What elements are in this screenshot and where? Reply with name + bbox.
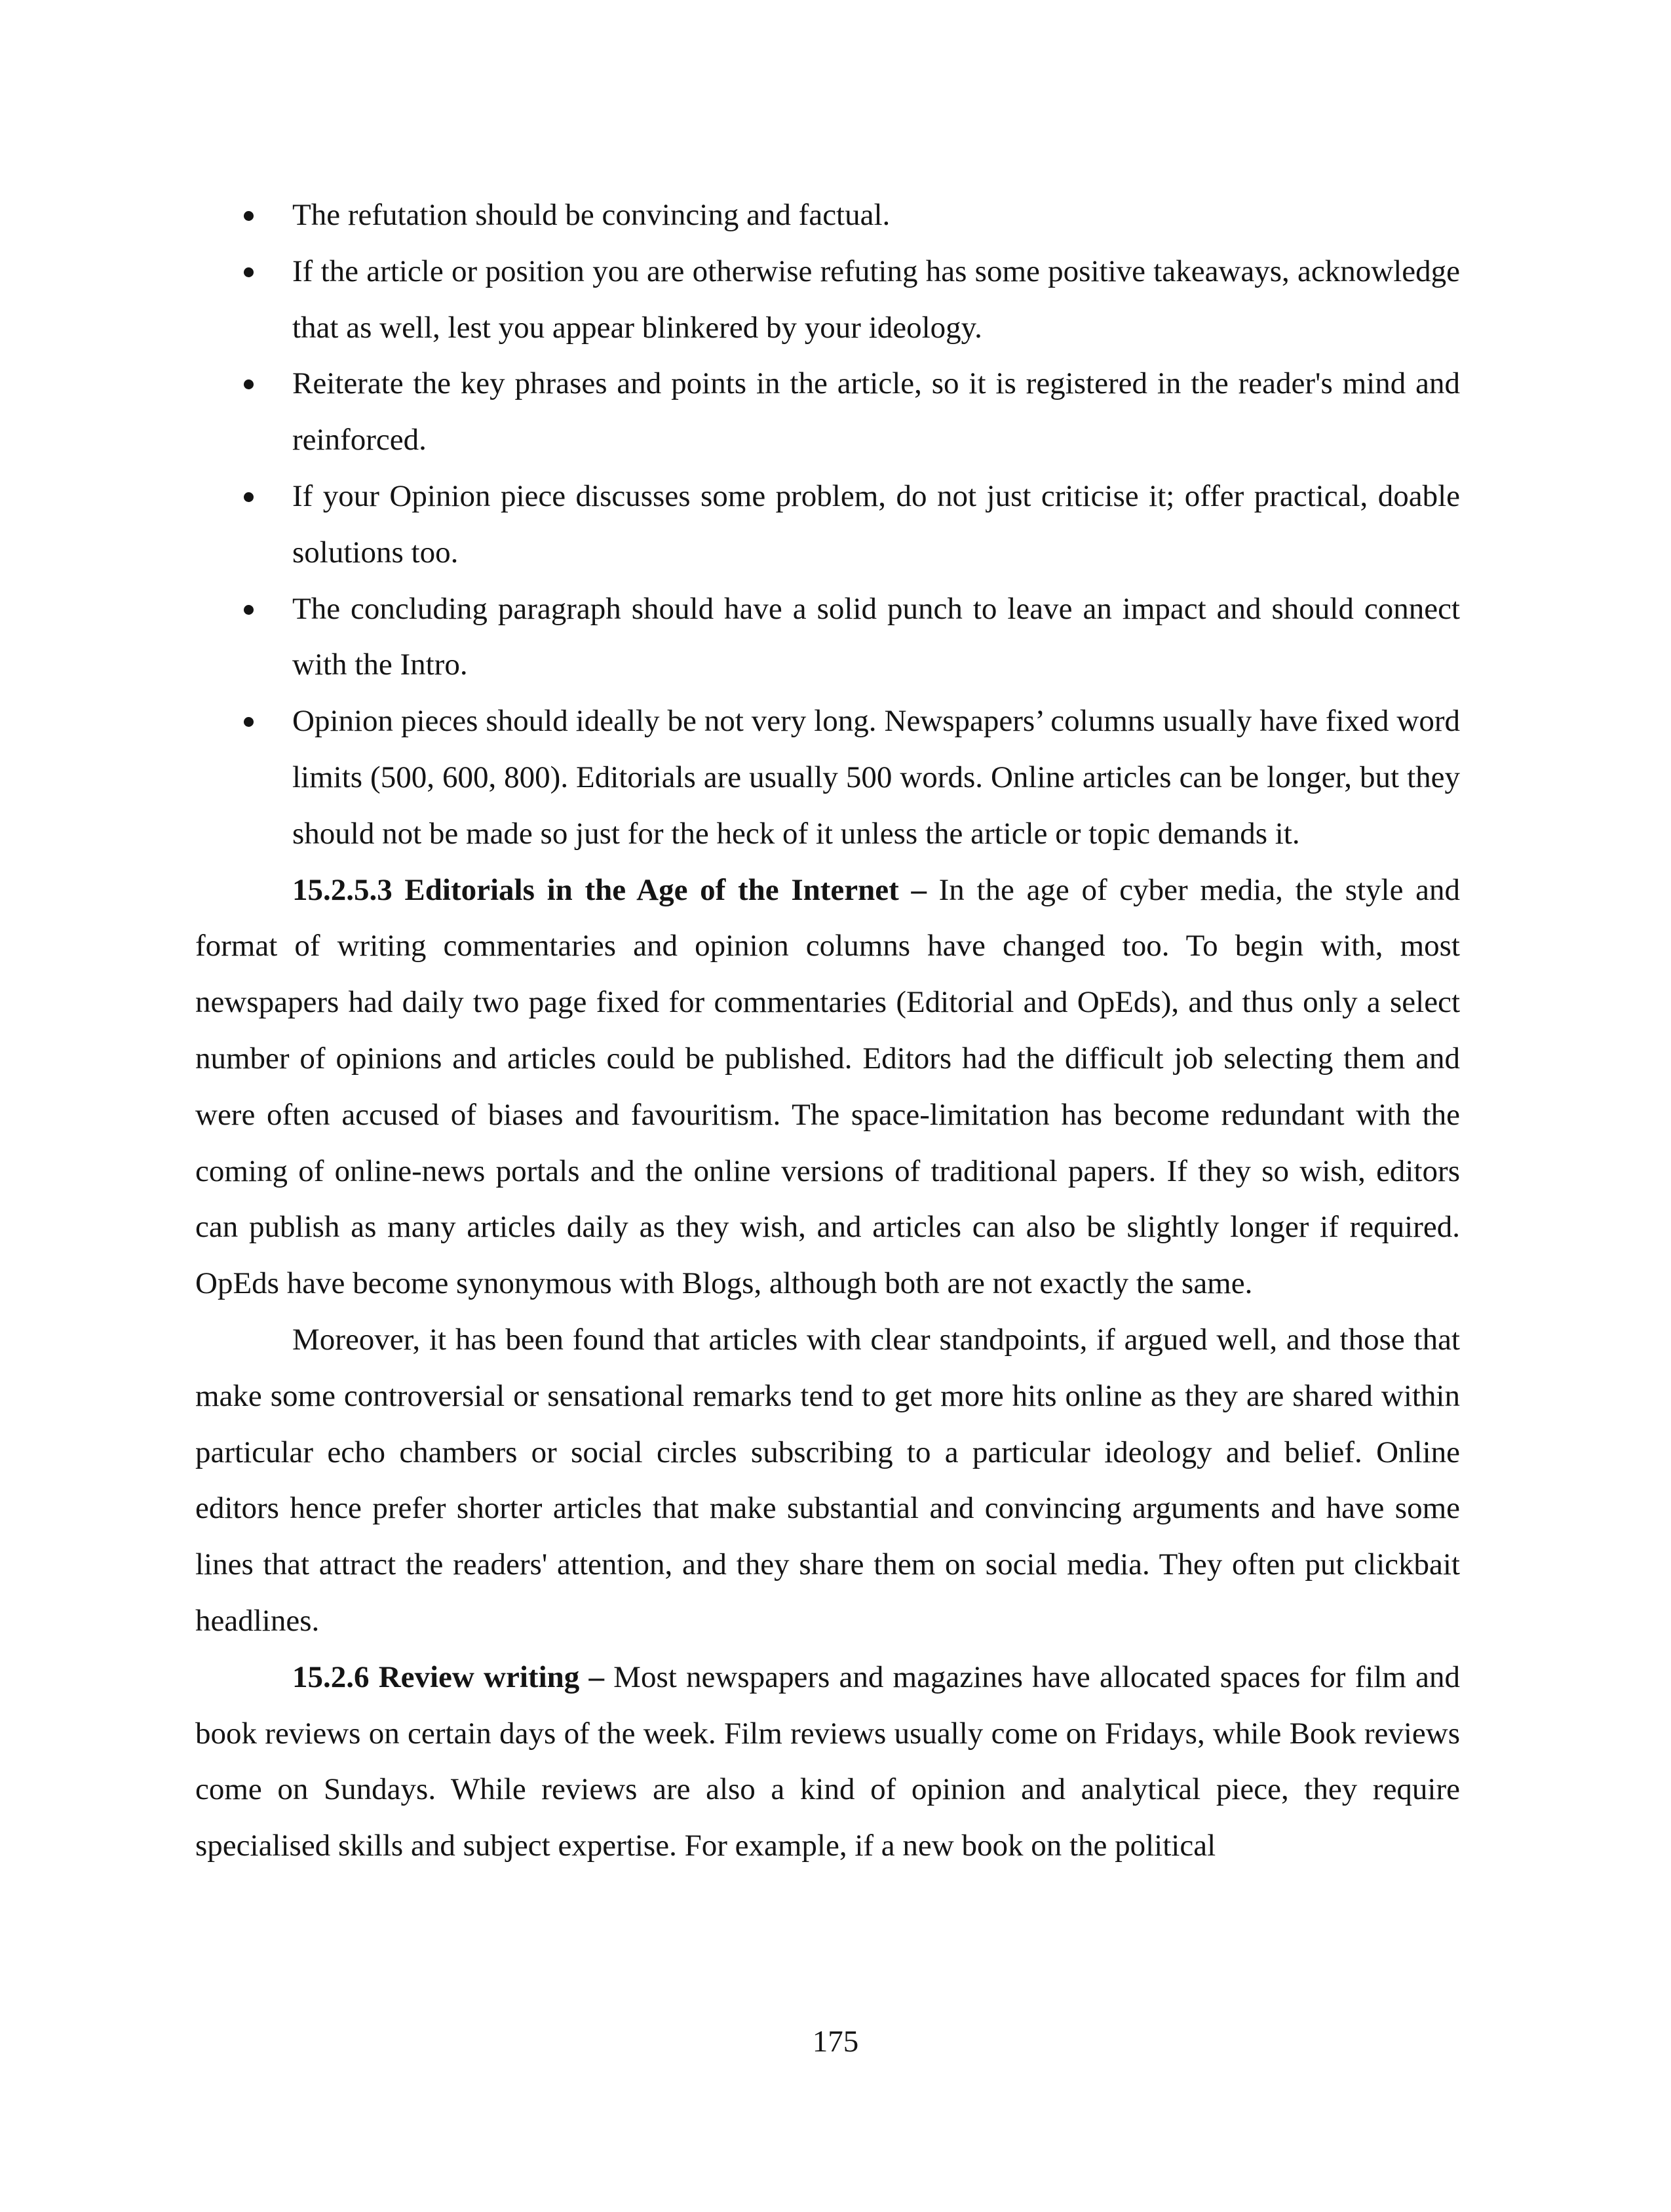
bullet-item [195,356,1460,469]
bullet-text: The concluding paragraph should have a solid punch to leave an impact and should connect with the Intro. [292,591,1460,682]
page-number: 175 [812,2025,859,2059]
bullet-text: If the article or position you are otherwise refuting has some positive takeaways, acknowledge that as well, lest you appear blinkered by your ideology. [292,254,1460,345]
bullet-icon [244,267,254,277]
bullet-item [195,187,1460,244]
moreover-paragraph: Moreover, it has been found that articles with clear standpoints, if argued well, and those that make some controversial or sensational remarks tend to get more hits online as they are shared within particular echo chambers or social circles subscribing to a particular ideology and belief. Online editors hence prefer shorter articles that make substantial and convincing arguments and have some lines that attract the readers' attention, and they share them on social media. They often put clickbait headlines. [195,1322,1460,1638]
editorials-section-text: In the age of cyber media, the style and format of writing commentaries and opinion columns have changed too. To begin with, most newspapers had daily two page fixed for commentaries (Editorial and OpEds), and thus only a select number of opinions and articles could be published. Editors had the difficult job selecting them and were often accused of biases and favouritism. The space-limitation has become redundant with the coming of online-news portals and the online versions of traditional papers. If they so wish, editors can publish as many articles daily as they wish, and articles can also be slightly longer if required. OpEds have become synonymous with Blogs, although both are not exactly the same. [195,872,1461,1301]
editorials-section-heading: 15.2.5.3 Editorials in the Age of the Internet – [292,872,927,907]
bullet-item [195,581,1460,694]
bullet-item [195,693,1460,862]
bullet-icon [244,211,254,221]
bullet-icon [244,379,254,389]
bullet-text: The refutation should be convincing and factual. [292,198,891,232]
review-section-paragraph [195,1650,1460,1874]
bullet-icon [244,492,254,502]
bullet-text: Opinion pieces should ideally be not very long. Newspapers’ columns usually have fixed word limits (500, 600, 800). Editorials are usually 500 words. Online articles can be longer, but they should not be made so just for the heck of it unless the article or topic demands it. [292,704,1460,851]
bullet-text: If your Opinion piece discusses some problem, do not just criticise it; offer practical, doable solutions too. [292,478,1460,570]
bullet-item [195,244,1460,357]
bullet-list [195,187,1460,863]
editorials-section-paragraph [195,863,1460,1312]
bullet-text: Reiterate the key phrases and points in the article, so it is registered in the reader's mind and reinforced. [292,366,1460,457]
bullet-item [195,469,1460,581]
page-body [195,187,1460,1874]
bullet-icon [244,717,254,727]
review-section-heading: 15.2.6 Review writing – [292,1659,604,1694]
bullet-icon [244,605,254,615]
review-section-text: Most newspapers and magazines have allocated spaces for film and book reviews on certain days of the week. Film reviews usually come on Fridays, while Book reviews come on Sundays. While reviews are also a kind of opinion and analytical piece, they require specialised skills and subject expertise. For example, if a new book on the political [195,1659,1461,1863]
